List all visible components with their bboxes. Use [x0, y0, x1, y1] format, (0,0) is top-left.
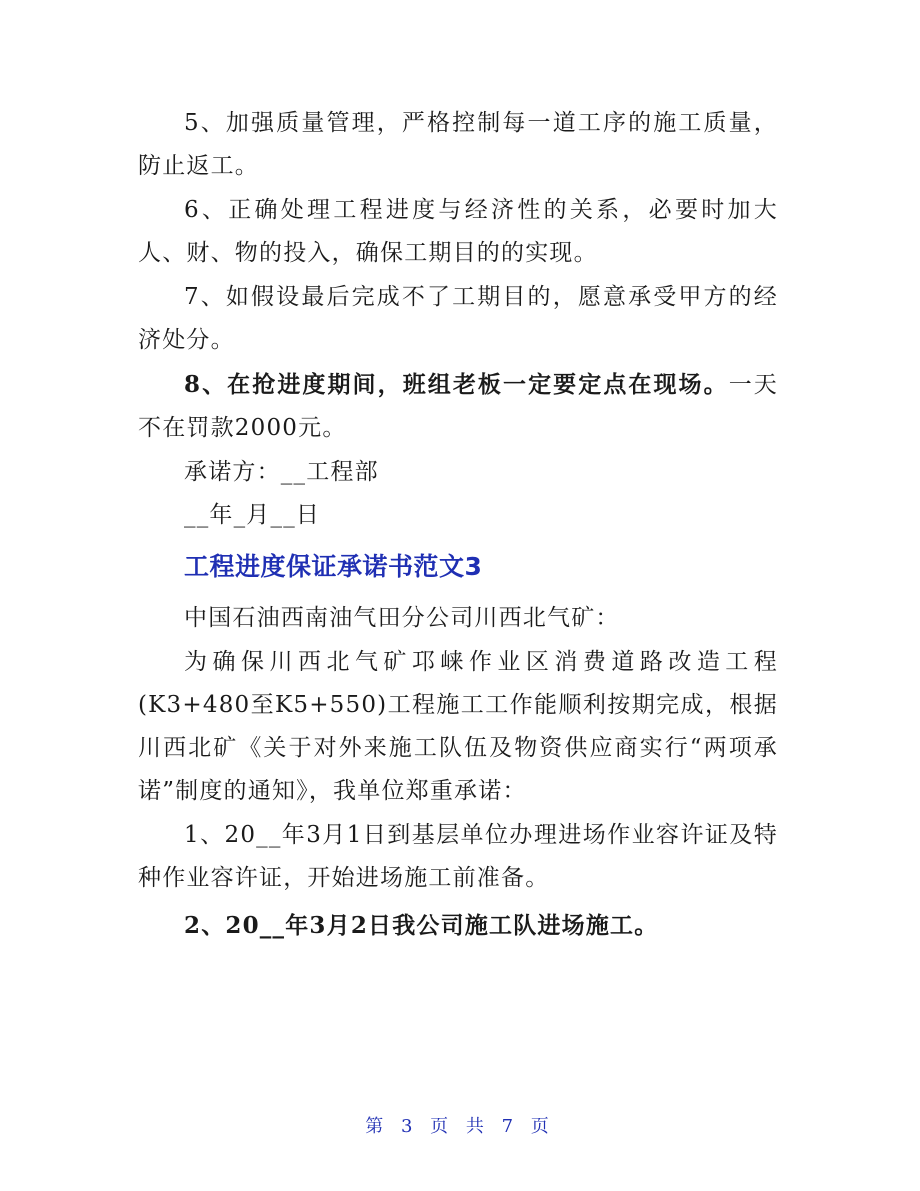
page-number-footer: 第 3 页 共 7 页 — [365, 1116, 555, 1137]
addressee-line: 中国石油西南油气田分公司川西北气矿： — [184, 605, 620, 631]
section-heading: 工程进度保证承诺书范文3 — [184, 552, 483, 581]
body-paragraph: 为确保川西北气矿邛崃作业区消费道路改造工程(K3+480至K5+550)工程施工工作能顺利按期完成，根据川西北矿《关于对外来施工队伍及物资供应商实行“两项承诺”制度的通知》，我单位郑重承诺： — [138, 649, 778, 804]
document-body — [138, 102, 778, 947]
paragraph-item-7: 7、如假设最后完成不了工期目的，愿意承受甲方的经济处分。 — [138, 284, 778, 353]
paragraph-item-8 — [138, 363, 778, 450]
paragraph-item-8-normal: 一天不在罚款2000元。 — [138, 372, 778, 441]
paragraph-item-5: 5、加强质量管理，严格控制每一道工序的施工质量，防止返工。 — [138, 110, 778, 179]
commitment-item-1: 1、20__年3月1日到基层单位办理进场作业容许证及特种作业容许证，开始进场施工前准备。 — [138, 822, 778, 891]
date-line: __年_月__日 — [184, 502, 321, 528]
paragraph-item-8-bold: 8、在抢进度期间，班组老板一定要定点在现场。 — [184, 371, 729, 398]
signer-line: 承诺方：__工程部 — [184, 459, 379, 485]
paragraph-item-6: 6、正确处理工程进度与经济性的关系，必要时加大人、财、物的投入，确保工期目的的实现。 — [138, 197, 778, 266]
commitment-item-2: 2、20__年3月2日我公司施工队进场施工。 — [184, 912, 659, 939]
